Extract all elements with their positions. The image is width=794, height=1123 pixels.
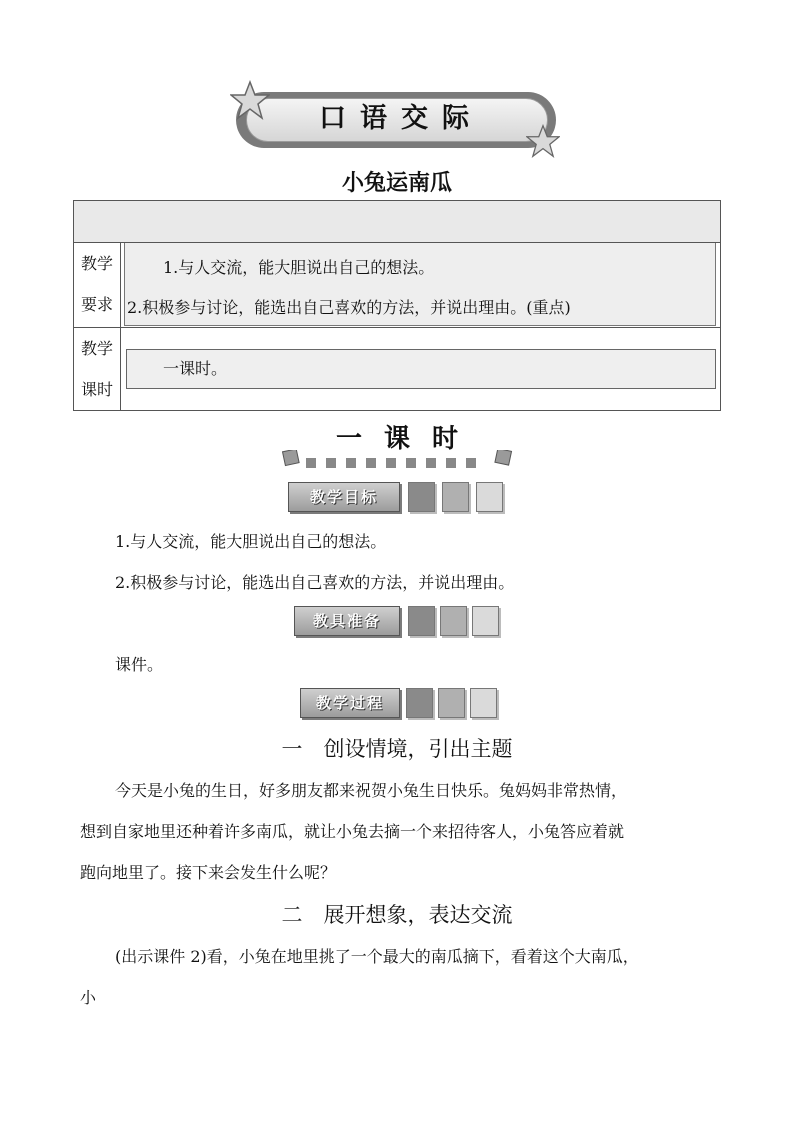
tag-square bbox=[442, 482, 469, 512]
tag-square bbox=[408, 482, 435, 512]
step1-line: 想到自家地里还种着许多南瓜，就让小兔去摘一个来招待客人，小兔答应着就 bbox=[80, 822, 625, 841]
lesson-title: 小兔运南瓜 bbox=[341, 171, 452, 196]
header-banner bbox=[236, 86, 558, 154]
info-table bbox=[73, 243, 721, 411]
table-header-row bbox=[73, 200, 721, 243]
step1-line: 今天是小兔的生日，好多朋友都来祝贺小兔生日快乐。兔妈妈非常热情， bbox=[115, 781, 628, 800]
hours-label-line1: 教学 bbox=[80, 339, 113, 358]
requirements-cell bbox=[124, 243, 716, 326]
prep-tag bbox=[294, 606, 504, 636]
step2-line: (出示课件 2)看，小兔在地里挑了一个最大的南瓜摘下，看着这个大南瓜， bbox=[115, 947, 639, 966]
goal-item: 2.积极参与讨论，能选出自己喜欢的方法，并说出理由。 bbox=[115, 573, 515, 592]
banner-title: 口语交际 bbox=[319, 103, 483, 134]
tag-square bbox=[408, 606, 435, 636]
tag-square bbox=[470, 688, 497, 718]
step1-line: 跑向地里了。接下来会发生什么呢？ bbox=[80, 863, 337, 882]
requirements-label-line2: 要求 bbox=[80, 295, 113, 314]
prep-tag-label: 教具准备 bbox=[294, 606, 400, 636]
section-title: 一课时 bbox=[335, 424, 480, 454]
star-icon bbox=[526, 124, 560, 158]
hours-label-cell bbox=[74, 328, 121, 410]
goals-tag-label: 教学目标 bbox=[288, 482, 400, 512]
process-tag-label: 教学过程 bbox=[300, 688, 400, 718]
decorative-dot-divider bbox=[282, 450, 514, 470]
process-tag bbox=[300, 688, 496, 718]
step2-line: 小 bbox=[80, 988, 97, 1007]
goal-item: 1.与人交流，能大胆说出自己的想法。 bbox=[115, 532, 387, 551]
tag-square bbox=[440, 606, 467, 636]
prep-text: 课件。 bbox=[115, 655, 164, 674]
star-icon bbox=[230, 80, 270, 120]
tag-square bbox=[438, 688, 465, 718]
step1-heading: 一 创设情境，引出主题 bbox=[281, 737, 513, 761]
row-divider bbox=[74, 327, 720, 328]
requirements-label-line1: 教学 bbox=[80, 254, 113, 273]
requirement-item: 1.与人交流，能大胆说出自己的想法。 bbox=[163, 258, 435, 277]
requirement-item: 2.积极参与讨论，能选出自己喜欢的方法，并说出理由。(重点) bbox=[127, 298, 571, 317]
step2-heading: 二 展开想象，表达交流 bbox=[281, 903, 513, 927]
requirements-label-cell bbox=[74, 243, 121, 327]
hours-label-line2: 课时 bbox=[80, 380, 113, 399]
tag-square bbox=[406, 688, 433, 718]
tag-square bbox=[476, 482, 503, 512]
tag-square bbox=[472, 606, 499, 636]
goals-tag bbox=[288, 482, 508, 512]
hours-value: 一课时。 bbox=[126, 349, 716, 389]
